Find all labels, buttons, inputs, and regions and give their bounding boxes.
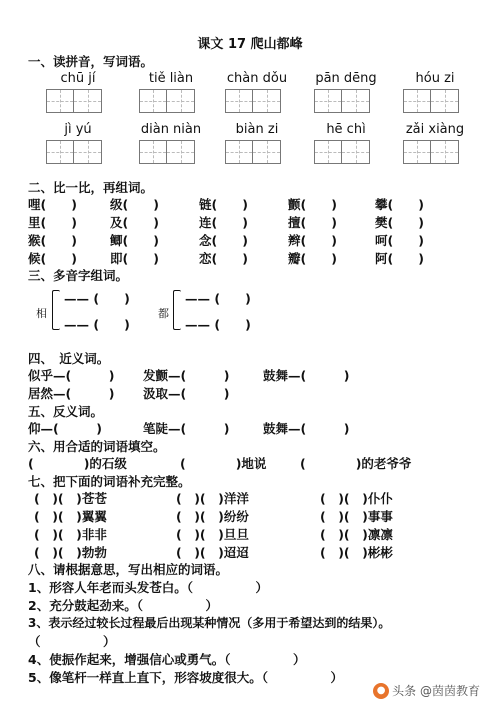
section-5-heading: 五、反义词。: [28, 404, 104, 419]
writing-grid[interactable]: [139, 89, 195, 113]
compare-item: 颤( ): [288, 197, 337, 212]
poly-char-2: 都: [158, 307, 169, 320]
idiom-item: ( )( )洋洋: [176, 491, 249, 506]
meaning-5: 5、像笔杆一样直上直下，形容坡度很大。（ ）: [28, 670, 343, 685]
meaning-3: 3、表示经过较长过程最后出现某种情况（多用于希望达到的结果）。: [28, 616, 391, 630]
grid-cell[interactable]: [74, 90, 101, 112]
idiom-item: ( )( )事事: [320, 509, 393, 524]
pinyin-1-1: chū jí: [60, 71, 96, 86]
grid-cell[interactable]: [140, 141, 167, 163]
grid-cell[interactable]: [226, 141, 253, 163]
compare-item: 擅( ): [288, 215, 337, 230]
compare-item: 呵( ): [375, 233, 424, 248]
section-7-heading: 七、把下面的词语补充完整。: [28, 474, 191, 489]
idiom-item: ( )( )非非: [34, 527, 107, 542]
compare-item: 樊( ): [375, 215, 424, 230]
grid-cell[interactable]: [74, 141, 101, 163]
meaning-4: 4、使振作起来，增强信心或勇气。（ ）: [28, 652, 306, 667]
compare-item: 辫( ): [288, 233, 337, 248]
pinyin-1-2: tiě liàn: [148, 71, 194, 86]
watermark: [373, 682, 480, 700]
writing-grid[interactable]: [225, 89, 281, 113]
poly-1-line-1: —— ( ): [64, 291, 130, 306]
watermark-text: 头条 @茵茵教育: [392, 683, 480, 698]
page-title: 课文 17 爬山都峰: [197, 37, 303, 52]
pinyin-2-5: zǎi xiàng: [405, 122, 465, 137]
grid-cell[interactable]: [404, 90, 431, 112]
writing-grid[interactable]: [403, 89, 459, 113]
meaning-2: 2、充分鼓起劲来。（ ）: [28, 598, 218, 613]
idiom-item: ( )( )翼翼: [34, 509, 107, 524]
pinyin-1-5: hóu zi: [415, 71, 455, 86]
idiom-item: ( )( )迢迢: [176, 545, 249, 560]
ant-1: 仰—( ): [28, 421, 102, 436]
grid-cell[interactable]: [47, 90, 74, 112]
syn-1-2: 发颤—( ): [143, 368, 230, 383]
writing-grid[interactable]: [46, 89, 102, 113]
grid-cell[interactable]: [342, 141, 369, 163]
compare-item: 即( ): [110, 251, 159, 266]
section-8-heading: 八、请根据意思，写出相应的词语。: [28, 562, 229, 577]
ant-2: 笔陡—( ): [143, 421, 230, 436]
grid-cell[interactable]: [404, 141, 431, 163]
grid-cell[interactable]: [315, 141, 342, 163]
grid-cell[interactable]: [315, 90, 342, 112]
pinyin-2-1: jì yú: [64, 122, 92, 137]
poly-2-line-2: —— ( ): [185, 317, 251, 332]
fill-3: ( )的老爷爷: [300, 456, 412, 471]
writing-grid[interactable]: [46, 140, 102, 164]
compare-item: 级( ): [110, 197, 159, 212]
compare-item: 念( ): [199, 233, 248, 248]
writing-grid[interactable]: [225, 140, 281, 164]
poly-1-line-2: —— ( ): [64, 317, 130, 332]
grid-cell[interactable]: [431, 141, 458, 163]
fill-1: ( )的石级: [28, 456, 127, 471]
meaning-1: 1、形容人年老而头发苍白。（ ）: [28, 580, 268, 595]
grid-cell[interactable]: [342, 90, 369, 112]
idiom-item: ( )( )凛凛: [320, 527, 393, 542]
idiom-item: ( )( )纷纷: [176, 509, 249, 524]
grid-cell[interactable]: [47, 141, 74, 163]
pinyin-2-4: hē chì: [326, 122, 366, 137]
section-2-heading: 二、比一比，再组词。: [28, 180, 154, 195]
poly-char-1: 相: [36, 307, 47, 320]
idiom-item: ( )( )旦旦: [176, 527, 249, 542]
writing-grid[interactable]: [139, 140, 195, 164]
meaning-3-blank: （ ）: [28, 634, 116, 649]
writing-grid[interactable]: [314, 140, 370, 164]
idiom-item: ( )( )勃勃: [34, 545, 107, 560]
grid-cell[interactable]: [167, 90, 194, 112]
section-1-heading: 一、读拼音，写词语。: [28, 54, 154, 69]
section-6-heading: 六、用合适的词语填空。: [28, 439, 166, 454]
compare-item: 瓣( ): [288, 251, 337, 266]
poly-bracket-1: [52, 290, 60, 330]
writing-grid[interactable]: [403, 140, 459, 164]
poly-bracket-2: [173, 290, 181, 330]
idiom-item: ( )( )彬彬: [320, 545, 393, 560]
compare-item: 攀( ): [375, 197, 424, 212]
grid-cell[interactable]: [226, 90, 253, 112]
grid-cell[interactable]: [140, 90, 167, 112]
compare-item: 恋( ): [199, 251, 248, 266]
compare-item: 哩( ): [28, 197, 77, 212]
idiom-item: ( )( )仆仆: [320, 491, 393, 506]
grid-cell[interactable]: [253, 141, 280, 163]
syn-1-3: 鼓舞—( ): [263, 368, 350, 383]
poly-2-line-1: —— ( ): [185, 291, 251, 306]
compare-item: 鲫( ): [110, 233, 159, 248]
pinyin-1-3: chàn dǒu: [226, 71, 288, 86]
compare-item: 猴( ): [28, 233, 77, 248]
section-4-heading: 四、 近义词。: [28, 351, 110, 366]
syn-2-1: 居然—( ): [28, 386, 115, 401]
compare-item: 连( ): [199, 215, 248, 230]
writing-grid[interactable]: [314, 89, 370, 113]
compare-item: 及( ): [110, 215, 159, 230]
grid-cell[interactable]: [167, 141, 194, 163]
idiom-item: ( )( )苍苍: [34, 491, 107, 506]
pinyin-2-3: biàn zi: [235, 122, 279, 137]
compare-item: 阿( ): [375, 251, 424, 266]
grid-cell[interactable]: [253, 90, 280, 112]
compare-item: 链( ): [199, 197, 248, 212]
pinyin-1-4: pān dēng: [315, 71, 377, 86]
ant-3: 鼓舞—( ): [263, 421, 350, 436]
toutiao-logo-icon: ●: [373, 683, 389, 699]
section-3-heading: 三、多音字组词。: [28, 268, 129, 283]
fill-2: ( )地说: [180, 456, 267, 471]
compare-item: 候( ): [28, 251, 77, 266]
pinyin-2-2: diàn niàn: [140, 122, 202, 137]
grid-cell[interactable]: [431, 90, 458, 112]
compare-item: 里( ): [28, 215, 77, 230]
syn-2-2: 汲取—( ): [143, 386, 230, 401]
syn-1-1: 似乎—( ): [28, 368, 115, 383]
